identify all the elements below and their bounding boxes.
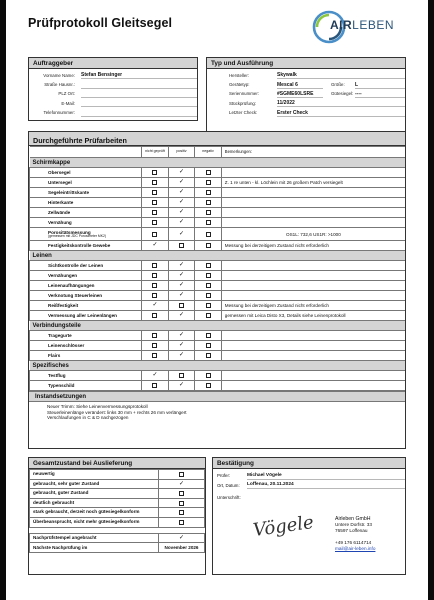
instandsetzungen-heading: Instandsetzungen — [29, 391, 405, 402]
check-label: Leinenschlösser — [48, 343, 85, 348]
check-label: Hinterkante — [48, 200, 74, 205]
zustand-checkmark[interactable]: ✓ — [178, 480, 185, 487]
check-label: Untersegel — [48, 180, 72, 185]
nicht-geprueft-checkbox[interactable] — [152, 180, 157, 185]
zustand-label: gebraucht, guter Zustand — [30, 489, 159, 499]
check-row — [30, 168, 406, 178]
positiv-checkmark[interactable]: ✓ — [178, 312, 185, 319]
auftraggeber-label: Straße Hausnr.: — [44, 82, 75, 88]
section-title: Schirmkappe — [30, 158, 406, 168]
col-nicht-geprueft: nicht geprüft — [142, 147, 169, 158]
auftraggeber-row — [29, 99, 197, 108]
nicht-geprueft-checkbox[interactable] — [152, 190, 157, 195]
negativ-checkbox[interactable] — [206, 263, 211, 268]
company-address: Airleben GmbH Untere Dorfstr. 33 76597 Loffenau +49 176 6114714 mail@air-leben.info — [335, 516, 376, 551]
zustand-label: deutlich gebraucht — [30, 498, 159, 508]
check-label: Vermessung aller Leinenlängen — [48, 313, 117, 318]
check-label: Segeleintrittskante — [48, 190, 90, 195]
nicht-geprueft-checkmark[interactable]: ✓ — [152, 242, 158, 249]
check-label: Testflug — [48, 373, 66, 378]
zustand-row — [30, 489, 205, 499]
auftraggeber-value[interactable] — [81, 99, 197, 107]
nicht-geprueft-checkbox[interactable] — [152, 263, 157, 268]
zustand-checkbox[interactable] — [179, 520, 184, 525]
pruefarbeiten-table — [29, 146, 405, 391]
check-label: Leinenaufhängungen — [48, 283, 95, 288]
nicht-geprueft-checkbox[interactable] — [152, 383, 157, 388]
pruefer-value: Michael Vögele — [247, 472, 405, 480]
auftraggeber-value[interactable] — [81, 90, 197, 98]
nicht-geprueft-checkbox[interactable] — [152, 283, 157, 288]
positiv-checkmark[interactable]: ✓ — [178, 272, 185, 279]
negativ-checkbox[interactable] — [206, 333, 211, 338]
nicht-geprueft-checkbox[interactable] — [152, 220, 157, 225]
zustand-label: stark gebraucht, derzeit noch gütesiegelkonform — [30, 508, 159, 518]
groesse-value: L — [355, 81, 405, 89]
auftraggeber-row — [29, 71, 197, 80]
check-label: Vernähungen — [48, 273, 78, 278]
check-row — [30, 281, 406, 291]
check-remark — [221, 281, 405, 291]
positiv-checkmark[interactable]: ✓ — [178, 342, 185, 349]
letzter-check-label: Letzter Check: — [229, 110, 258, 116]
negativ-checkbox[interactable] — [206, 243, 211, 248]
check-remark: Messung bei derzeitigem Zustand nicht erforderlich — [221, 241, 405, 251]
check-remark: Z. 1 re unten - kl. Löchlein mit 26 großem Patch versiegelt — [221, 178, 405, 188]
negativ-checkbox[interactable] — [206, 220, 211, 225]
negativ-checkbox[interactable] — [206, 200, 211, 205]
nicht-geprueft-checkbox[interactable] — [152, 333, 157, 338]
nicht-geprueft-checkbox[interactable] — [152, 313, 157, 318]
ort-datum-value: Loffenau, 20.11.2024 — [247, 481, 405, 489]
zustand-label: Überbeansprucht, nicht mehr gütesiegelkonform — [30, 517, 159, 527]
pruefarbeiten-box — [28, 131, 406, 449]
check-row — [30, 371, 406, 381]
negativ-checkbox[interactable] — [206, 353, 211, 358]
auftraggeber-row — [29, 109, 197, 118]
check-label: Festigkeitskontrolle Gewebe — [48, 243, 111, 248]
negativ-checkbox[interactable] — [206, 343, 211, 348]
check-label: Typenschild — [48, 383, 75, 388]
zustand-checkbox[interactable] — [179, 472, 184, 477]
check-remark: Messung bei derzeitigem Zustand nicht erforderlich — [221, 301, 405, 311]
positiv-checkbox[interactable] — [179, 243, 184, 248]
positiv-checkbox[interactable] — [179, 373, 184, 378]
geraetetyp-label: Gerätetyp: — [229, 82, 250, 88]
naechste-value: November 2026 — [159, 543, 205, 553]
nicht-geprueft-checkbox[interactable] — [152, 200, 157, 205]
positiv-checkmark[interactable]: ✓ — [178, 292, 185, 299]
check-remark — [221, 198, 405, 208]
negativ-checkbox[interactable] — [206, 373, 211, 378]
negativ-checkbox[interactable] — [206, 210, 211, 215]
check-row — [30, 261, 406, 271]
positiv-checkmark[interactable]: ✓ — [178, 189, 185, 196]
negativ-checkbox[interactable] — [206, 190, 211, 195]
nicht-geprueft-checkbox[interactable] — [152, 210, 157, 215]
stempel-check[interactable]: ✓ — [178, 534, 185, 541]
check-label: Flairs — [48, 353, 61, 358]
auftraggeber-label: E-Mail: — [61, 100, 75, 106]
nicht-geprueft-checkmark[interactable]: ✓ — [152, 372, 158, 379]
nicht-geprueft-checkbox[interactable] — [152, 343, 157, 348]
auftraggeber-fields — [29, 71, 197, 118]
check-row — [30, 271, 406, 281]
section-header — [30, 321, 406, 331]
zustand-checkbox[interactable] — [179, 510, 184, 515]
nicht-geprueft-checkbox[interactable] — [152, 232, 157, 237]
positiv-checkmark[interactable]: ✓ — [178, 230, 185, 237]
zustand-row — [30, 517, 205, 527]
logo-wordmark: AIRLEBEN — [330, 18, 395, 32]
check-remark — [221, 261, 405, 271]
zustand-label: gebraucht, sehr guter Zustand — [30, 479, 159, 489]
check-row — [30, 291, 406, 301]
nicht-geprueft-checkbox[interactable] — [152, 170, 157, 175]
check-row — [30, 241, 406, 251]
negativ-checkbox[interactable] — [206, 313, 211, 318]
check-label: Obersegel — [48, 170, 71, 175]
check-remark — [221, 168, 405, 178]
check-label: Tragegurte — [48, 333, 72, 338]
col-positiv: positiv — [168, 147, 195, 158]
nicht-geprueft-checkbox[interactable] — [152, 353, 157, 358]
check-row — [30, 228, 406, 241]
zustand-checkbox[interactable] — [179, 491, 184, 496]
check-remark — [221, 218, 405, 228]
check-row — [30, 301, 406, 311]
check-remark — [221, 341, 405, 351]
zustand-row — [30, 470, 205, 480]
positiv-checkmark[interactable]: ✓ — [178, 199, 185, 206]
check-row — [30, 341, 406, 351]
check-label: Verknotung Steuerleinen — [48, 293, 103, 298]
unterschrift-label: Unterschrift: — [217, 495, 241, 501]
check-remark — [221, 351, 405, 361]
gesamtzustand-footer — [29, 533, 205, 553]
positiv-checkmark[interactable]: ✓ — [178, 382, 185, 389]
auftraggeber-label: Vorname Name: — [43, 72, 75, 78]
check-row — [30, 178, 406, 188]
positiv-checkmark[interactable]: ✓ — [178, 352, 185, 359]
check-label: Porositätsmessung — [48, 229, 91, 235]
hersteller-label: Hersteller: — [229, 72, 250, 78]
auftraggeber-heading: Auftraggeber — [29, 58, 197, 69]
check-remark: OS1L: 732,6 US1R: >1000 — [221, 228, 405, 241]
pruefer-label: Prüfer: — [217, 473, 231, 479]
stueckpruefung-label: Stückprüfung: — [229, 100, 257, 106]
instandsetzungen-text — [29, 402, 405, 423]
naechste-label: Nächste Nachprüfung im — [30, 543, 159, 553]
positiv-checkmark[interactable]: ✓ — [178, 179, 185, 186]
gesamtzustand-heading: Gesamtzustand bei Auslieferung — [29, 458, 205, 469]
check-row — [30, 311, 406, 321]
negativ-checkbox[interactable] — [206, 170, 211, 175]
check-remark — [221, 381, 405, 391]
bestaetigung-heading: Bestätigung — [213, 458, 405, 469]
check-row — [30, 218, 406, 228]
check-label: Vernähung — [48, 220, 72, 225]
auftraggeber-row — [29, 90, 197, 99]
negativ-checkbox[interactable] — [206, 303, 211, 308]
negativ-checkbox[interactable] — [206, 283, 211, 288]
auftraggeber-value[interactable] — [81, 81, 197, 89]
auftraggeber-row — [29, 80, 197, 89]
positiv-checkmark[interactable]: ✓ — [178, 332, 185, 339]
hersteller-value: Skywalk — [277, 71, 405, 79]
col-negativ: negativ — [195, 147, 222, 158]
zustand-row — [30, 508, 205, 518]
check-sublabel: (gemessen mit JDC Porosimeter MK2) — [48, 233, 107, 238]
document-title: Prüfprotokoll Gleitsegel — [28, 16, 173, 30]
pruef-column-header — [30, 147, 406, 158]
check-remark — [221, 271, 405, 281]
section-title: Verbindungsteile — [30, 321, 406, 331]
bestaetigung-box — [212, 457, 406, 575]
check-row — [30, 331, 406, 341]
gesamtzustand-box — [28, 457, 206, 575]
handwritten-signature: Vögele — [251, 511, 315, 542]
check-remark — [221, 208, 405, 218]
guetesiegel-label: Gütesiegel: — [331, 91, 354, 97]
negativ-checkbox[interactable] — [206, 232, 211, 237]
gesamtzustand-table — [29, 469, 205, 528]
geraetetyp-value: Mescal 6 — [277, 81, 323, 89]
nicht-geprueft-checkbox[interactable] — [152, 293, 157, 298]
nicht-geprueft-checkmark[interactable]: ✓ — [152, 302, 158, 309]
check-label: Reißfestigkeit — [48, 303, 79, 308]
negativ-checkbox[interactable] — [206, 293, 211, 298]
section-header — [30, 251, 406, 261]
negativ-checkbox[interactable] — [206, 273, 211, 278]
negativ-checkbox[interactable] — [206, 180, 211, 185]
auftraggeber-box — [28, 57, 198, 121]
ort-datum-label: Ort, Datum: — [217, 482, 240, 488]
zustand-label: neuwertig — [30, 470, 159, 480]
positiv-checkmark[interactable]: ✓ — [178, 282, 185, 289]
instandsetzung-line: Neuer Trimm: Siehe Leinenvermessungsprotokoll — [47, 404, 148, 409]
positiv-checkbox[interactable] — [179, 303, 184, 308]
check-row — [30, 208, 406, 218]
negativ-checkbox[interactable] — [206, 383, 211, 388]
seriennummer-value: #SGME60LSRE — [277, 90, 323, 98]
stueckpruefung-value: 11/2022 — [277, 99, 405, 107]
auftraggeber-label: PLZ Ort: — [58, 91, 75, 97]
instandsetzung-line: Steuerleinenlänge verändert: links 30 mm + rechts 26 mm verlängert — [47, 409, 187, 415]
seriennummer-label: Seriennummer: — [229, 91, 260, 97]
instandsetzung-line: Verschlaufungen in C & D nachgezogen — [47, 415, 129, 421]
check-row — [30, 381, 406, 391]
section-header — [30, 158, 406, 168]
check-label: Sichtkontrolle der Leinen — [48, 263, 104, 268]
check-row — [30, 198, 406, 208]
zustand-row — [30, 498, 205, 508]
check-remark — [221, 291, 405, 301]
nicht-geprueft-checkbox[interactable] — [152, 273, 157, 278]
check-label: Zellwände — [48, 210, 71, 215]
check-row — [30, 188, 406, 198]
col-bemerkungen: Bemerkungen: — [221, 147, 405, 158]
section-header — [30, 361, 406, 371]
guetesiegel-value: ---- — [355, 90, 405, 98]
zustand-checkbox[interactable] — [179, 501, 184, 506]
positiv-checkmark[interactable]: ✓ — [178, 219, 185, 226]
check-remark — [221, 331, 405, 341]
check-remark — [221, 371, 405, 381]
positiv-checkmark[interactable]: ✓ — [178, 262, 185, 269]
pruefarbeiten-heading: Durchgeführte Prüfarbeiten — [29, 132, 405, 146]
auftraggeber-label: Telefonnummer: — [43, 110, 75, 116]
auftraggeber-value[interactable] — [81, 109, 197, 117]
stempel-label: Nachprüfstempel angebracht — [30, 533, 159, 543]
section-title: Leinen — [30, 251, 406, 261]
check-remark — [221, 188, 405, 198]
check-row — [30, 351, 406, 361]
letzter-check-value: Erster Check — [277, 109, 405, 117]
check-remark: gemessen mit Leica Disto X3, Details siehe Leinenprotokoll — [221, 311, 405, 321]
positiv-checkmark[interactable]: ✓ — [178, 209, 185, 216]
positiv-checkmark[interactable]: ✓ — [178, 169, 185, 176]
auftraggeber-value[interactable]: Stefan Bensinger — [81, 71, 197, 79]
groesse-label: Größe: — [331, 82, 345, 88]
zustand-row — [30, 479, 205, 489]
section-title: Spezifisches — [30, 361, 406, 371]
typ-heading: Typ und Ausführung — [207, 58, 405, 69]
email-link[interactable]: mail@air-leben.info — [335, 546, 376, 551]
